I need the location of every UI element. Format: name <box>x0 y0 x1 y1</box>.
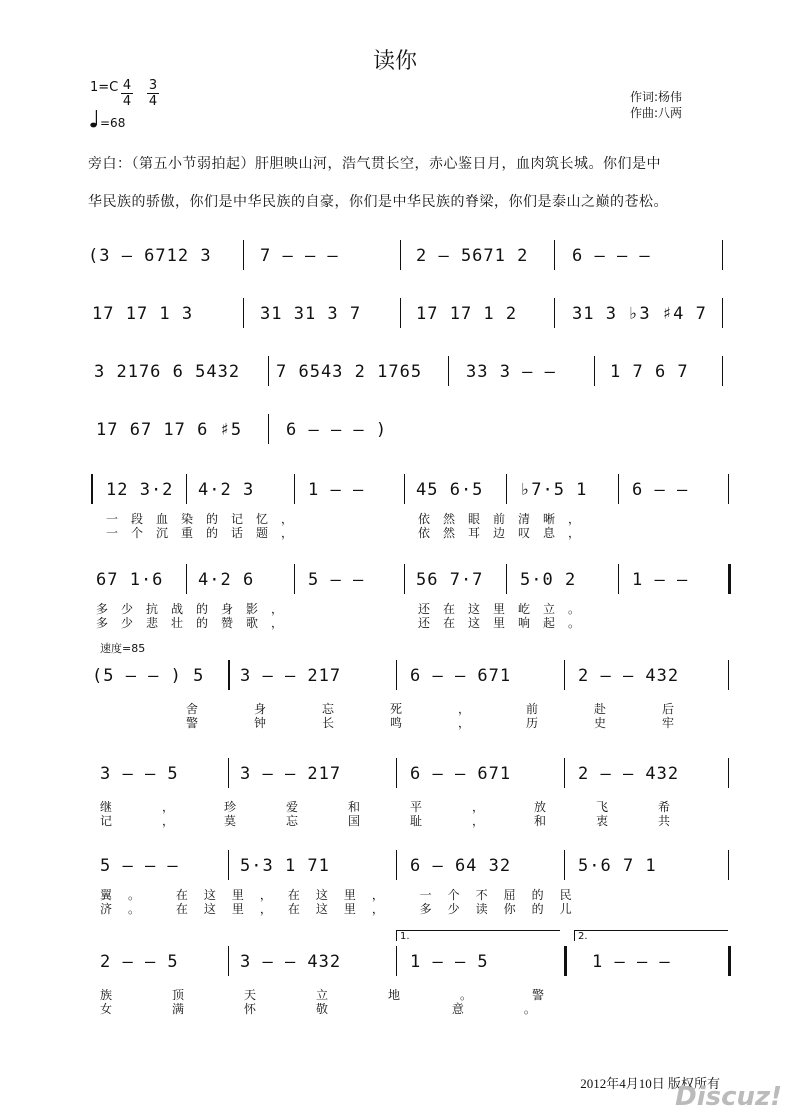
score-row-1 <box>88 240 738 280</box>
measure: 4·2 6 <box>198 570 255 590</box>
measure: 2 – – 432 <box>578 764 680 784</box>
measure: 3 2176 6 5432 <box>94 362 241 382</box>
measure: 7 – – – <box>260 246 339 266</box>
measure: 6 – – 671 <box>410 764 512 784</box>
bar-line <box>404 564 405 594</box>
lyric-verse-1: 族顶天立地。警 <box>100 988 605 1002</box>
bar-line <box>404 474 405 504</box>
bar-line <box>400 240 401 270</box>
score-row-10 <box>88 931 738 1016</box>
repeat-end <box>564 946 567 976</box>
measure: 6 – 64 32 <box>410 856 512 876</box>
measure: (3 – 6712 3 <box>88 246 212 266</box>
bar-line <box>722 298 723 328</box>
measure: 5·3 1 71 <box>240 856 330 876</box>
composer-credit: 作曲:八两 <box>630 106 683 120</box>
lyric-verse-1: 依然眼前清晰， <box>418 512 594 526</box>
bar-line <box>396 660 397 690</box>
bar-line <box>506 474 507 504</box>
score-row-2 <box>88 298 738 338</box>
repeat-start <box>91 474 93 504</box>
time-signature-4-4: 4 4 <box>122 78 132 109</box>
measure: 7 6543 2 1765 <box>276 362 423 382</box>
bar-line <box>448 356 449 386</box>
measure: 56 7·7 <box>416 570 484 590</box>
lyric-verse-1: 舍身忘死，前赴后 <box>186 702 731 716</box>
narration-line-1: 旁白：（第五小节弱拍起）肝胆映山河，浩气贯长空，赤心鉴日月，血肉筑长城。你们是中 <box>88 156 661 172</box>
measure: 6 – – – <box>572 246 651 266</box>
measure: (5 – – ) 5 <box>92 666 205 686</box>
bar-line <box>728 474 729 504</box>
copyright-footer: 2012年4月10日 版权所有 <box>580 1076 720 1091</box>
measure: 6 – – 671 <box>410 666 512 686</box>
measure: 3 – – 5 <box>100 764 179 784</box>
bar-line <box>228 850 229 880</box>
score-row-7 <box>88 660 738 730</box>
measure: 17 17 1 2 <box>416 304 518 324</box>
bar-line <box>728 758 729 788</box>
measure: 17 67 17 6 ♯5 <box>96 420 243 440</box>
bar-line <box>554 298 555 328</box>
measure: 5 – – <box>308 570 365 590</box>
key-signature: 1=C <box>90 80 119 95</box>
bar-line <box>228 946 229 976</box>
measure: 5 – – – <box>100 856 179 876</box>
measure: 1 7 6 7 <box>610 362 689 382</box>
score-row-8 <box>88 758 738 828</box>
lyric-verse-2: 多少悲壮的赞歌， <box>96 616 297 630</box>
lyricist-credit: 作词:杨伟 <box>630 90 683 104</box>
lyric-verse-2: 警钟长鸣，历史牢 <box>186 716 731 730</box>
measure: 1 – – – <box>592 952 671 972</box>
score-row-3 <box>88 356 738 396</box>
bar-line <box>564 660 565 690</box>
measure: 17 17 1 3 <box>92 304 194 324</box>
lyric-verse-2: 还在这里响起。 <box>418 616 594 630</box>
measure: 31 3 ♭3 ♯4 7 <box>572 304 707 324</box>
bar-line <box>400 298 401 328</box>
bar-line <box>728 850 729 880</box>
speed-marking: 速度=85 <box>100 642 146 655</box>
measure: 6 – – – ) <box>286 420 388 440</box>
bar-line <box>243 240 244 270</box>
bar-line <box>564 850 565 880</box>
lyric-verse-1: 还在这里屹立。 <box>418 602 594 616</box>
measure: 1 – – <box>308 480 365 500</box>
bar-line <box>722 356 723 386</box>
lyric-verse-2: 女满怀敬 意。 <box>100 1002 596 1016</box>
measure: 6 – – <box>632 480 689 500</box>
lyric-verse-1: 继，珍爱和平，放飞希 <box>100 800 721 814</box>
score-row-5 <box>88 474 738 540</box>
measure: 2 – – 5 <box>100 952 179 972</box>
narration-line-2: 华民族的骄傲，你们是中华民族的自豪，你们是中华民族的脊梁，你们是泰山之巅的苍松。 <box>88 194 668 210</box>
tempo-marking: =68 <box>100 116 126 130</box>
time-signature-3-4: 3 4 <box>148 78 158 109</box>
score-row-6 <box>88 564 738 630</box>
bar-line <box>396 946 397 976</box>
quarter-note-icon <box>90 110 97 128</box>
bar-line <box>294 564 295 594</box>
lyric-verse-1: 翼。 在这里，在这里， 一个不屈的民 <box>100 888 588 902</box>
volta-first-ending: 1. <box>396 930 560 941</box>
lyric-verse-1: 多少抗战的身影， <box>96 602 297 616</box>
watermark-logo: Discuz! <box>675 1082 782 1112</box>
score-row-4 <box>88 414 738 454</box>
volta-second-ending: 2. <box>574 930 728 941</box>
measure: 12 3·2 <box>106 480 174 500</box>
measure: 33 3 – – <box>466 362 556 382</box>
measure: 5·0 2 <box>520 570 577 590</box>
measure: 45 6·5 <box>416 480 484 500</box>
repeat-start <box>228 660 230 690</box>
measure: 31 31 3 7 <box>260 304 362 324</box>
measure: 1 – – <box>632 570 689 590</box>
page-title: 读你 <box>372 49 417 74</box>
bar-line <box>268 414 269 444</box>
lyric-verse-2: 一个沉重的话题， <box>106 526 307 540</box>
measure: ♭7·5 1 <box>520 480 588 500</box>
measure: 2 – – 432 <box>578 666 680 686</box>
bar-line <box>294 474 295 504</box>
bar-line <box>268 356 269 386</box>
measure: 3 – – 217 <box>240 764 342 784</box>
final-bar-line <box>728 946 731 976</box>
bar-line <box>564 758 565 788</box>
bar-line <box>186 474 187 504</box>
measure: 1 – – 5 <box>410 952 489 972</box>
bar-line <box>396 758 397 788</box>
bar-line <box>618 474 619 504</box>
bar-line <box>594 356 595 386</box>
lyric-verse-1: 一段血染的记忆， <box>106 512 307 526</box>
bar-line <box>554 240 555 270</box>
bar-line <box>396 850 397 880</box>
bar-line <box>243 298 244 328</box>
bar-line <box>506 564 507 594</box>
repeat-end <box>728 564 731 594</box>
score-row-9 <box>88 850 738 916</box>
bar-line <box>228 758 229 788</box>
measure: 3 – – 432 <box>240 952 342 972</box>
measure: 2 – 5671 2 <box>416 246 529 266</box>
lyric-verse-2: 济。 在这里，在这里， 多少读你的儿 <box>100 902 588 916</box>
bar-line <box>722 240 723 270</box>
lyric-verse-2: 记，莫忘国耻，和衷共 <box>100 814 721 828</box>
bar-line <box>618 564 619 594</box>
bar-line <box>728 660 729 690</box>
measure: 5·6 7 1 <box>578 856 657 876</box>
measure: 4·2 3 <box>198 480 255 500</box>
measure: 3 – – 217 <box>240 666 342 686</box>
lyric-verse-2: 依然耳边叹息， <box>418 526 594 540</box>
measure: 67 1·6 <box>96 570 164 590</box>
bar-line <box>186 564 187 594</box>
